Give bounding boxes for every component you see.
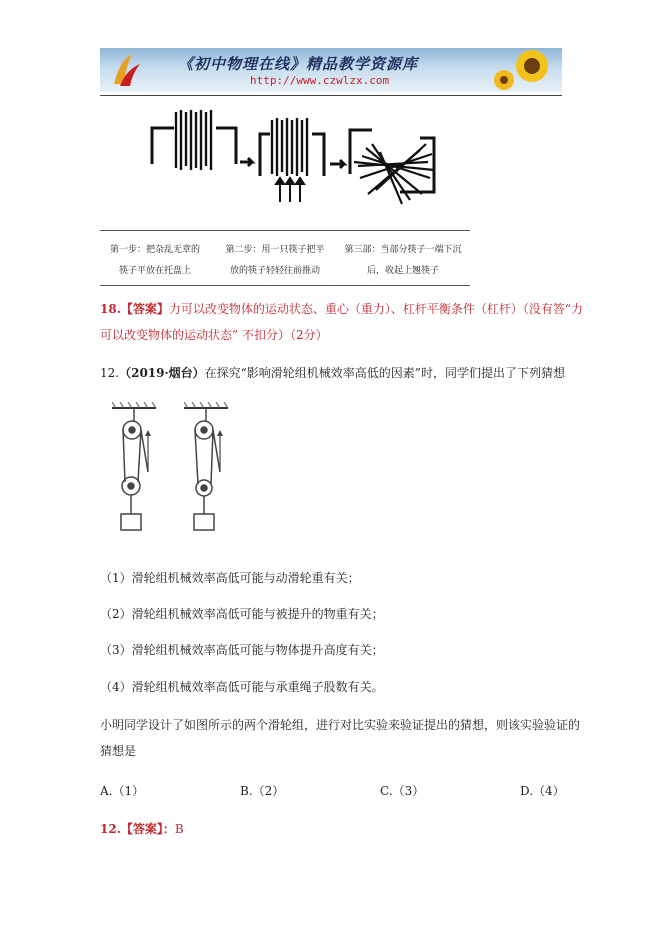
q12-stem-text: 在探究“影响滑轮组机械效率高低的因素”时，同学们提出了下列猜想 [204,366,565,380]
step-caption-2-line1: 第二步：用一只筷子把平 [225,245,325,255]
caption-top-rule [100,230,470,231]
option-d: D.（4） [520,784,565,798]
step-caption-3-line2: 后，收起上翘筷子 [366,266,439,276]
hypothesis-1: （1）滑轮组机械效率高低可能与动滑轮重有关； [100,571,360,585]
q12-answer-label: 12.【答案】： [100,822,175,836]
step-caption-3 [336,240,470,282]
sunflower-decoration-icon [474,48,554,92]
q12-answer [100,820,184,837]
q18-answer-label: 18.【答案】 [100,302,169,316]
q12-number: 12. [100,366,120,380]
q12-answer-value: B [174,822,184,836]
option-c: C.（3） [380,784,425,798]
q12-question-line1: 小明同学设计了如图所示的两个滑轮组，进行对比实验来验证提出的猜想，则该实验验证的 [100,718,581,732]
step-caption-1-line2: 筷子平放在托盘上 [118,266,191,276]
q18-answer-line1 [100,300,583,317]
step-caption-1-line1: 第一步：把杂乱无章的 [109,245,200,255]
header-divider [100,95,562,96]
option-a: A.（1） [100,784,145,798]
site-url: http://www.czwlzx.com [250,74,390,87]
site-banner [100,48,562,92]
step-caption-3-line1: 第三部：当部分筷子一端下沉 [344,245,462,255]
q18-answer-text-1: 力可以改变物体的运动状态、重心（重力）、杠杆平衡条件（杠杆）（没有答“力 [168,302,584,316]
hypothesis-2: （2）滑轮组机械效率高低可能与被提升的物重有关； [100,607,384,621]
caption-bottom-rule [100,285,470,286]
hypothesis-3: （3）滑轮组机械效率高低可能与物体提升高度有关； [100,643,384,657]
step-caption-2 [212,240,338,282]
step-caption-1 [100,240,210,282]
option-b: B.（2） [240,784,285,798]
site-title: 《初中物理在线》精品教学资源库 [178,55,419,73]
q12-source: （2019·烟台） [119,366,205,380]
q12-stem [100,364,565,381]
step-caption-2-line2: 放的筷子轻轻往前推动 [229,266,320,276]
chopsticks-steps-figure [140,104,440,224]
q12-question-line2: 猜想是 [100,744,137,758]
pulley-systems-figure [108,402,238,542]
q18-answer-line2: 可以改变物体的运动状态” 不扣分）（2分） [100,328,328,342]
hypothesis-4: （4）滑轮组机械效率高低可能与承重绳子股数有关。 [100,680,384,694]
site-logo-icon [106,50,146,90]
